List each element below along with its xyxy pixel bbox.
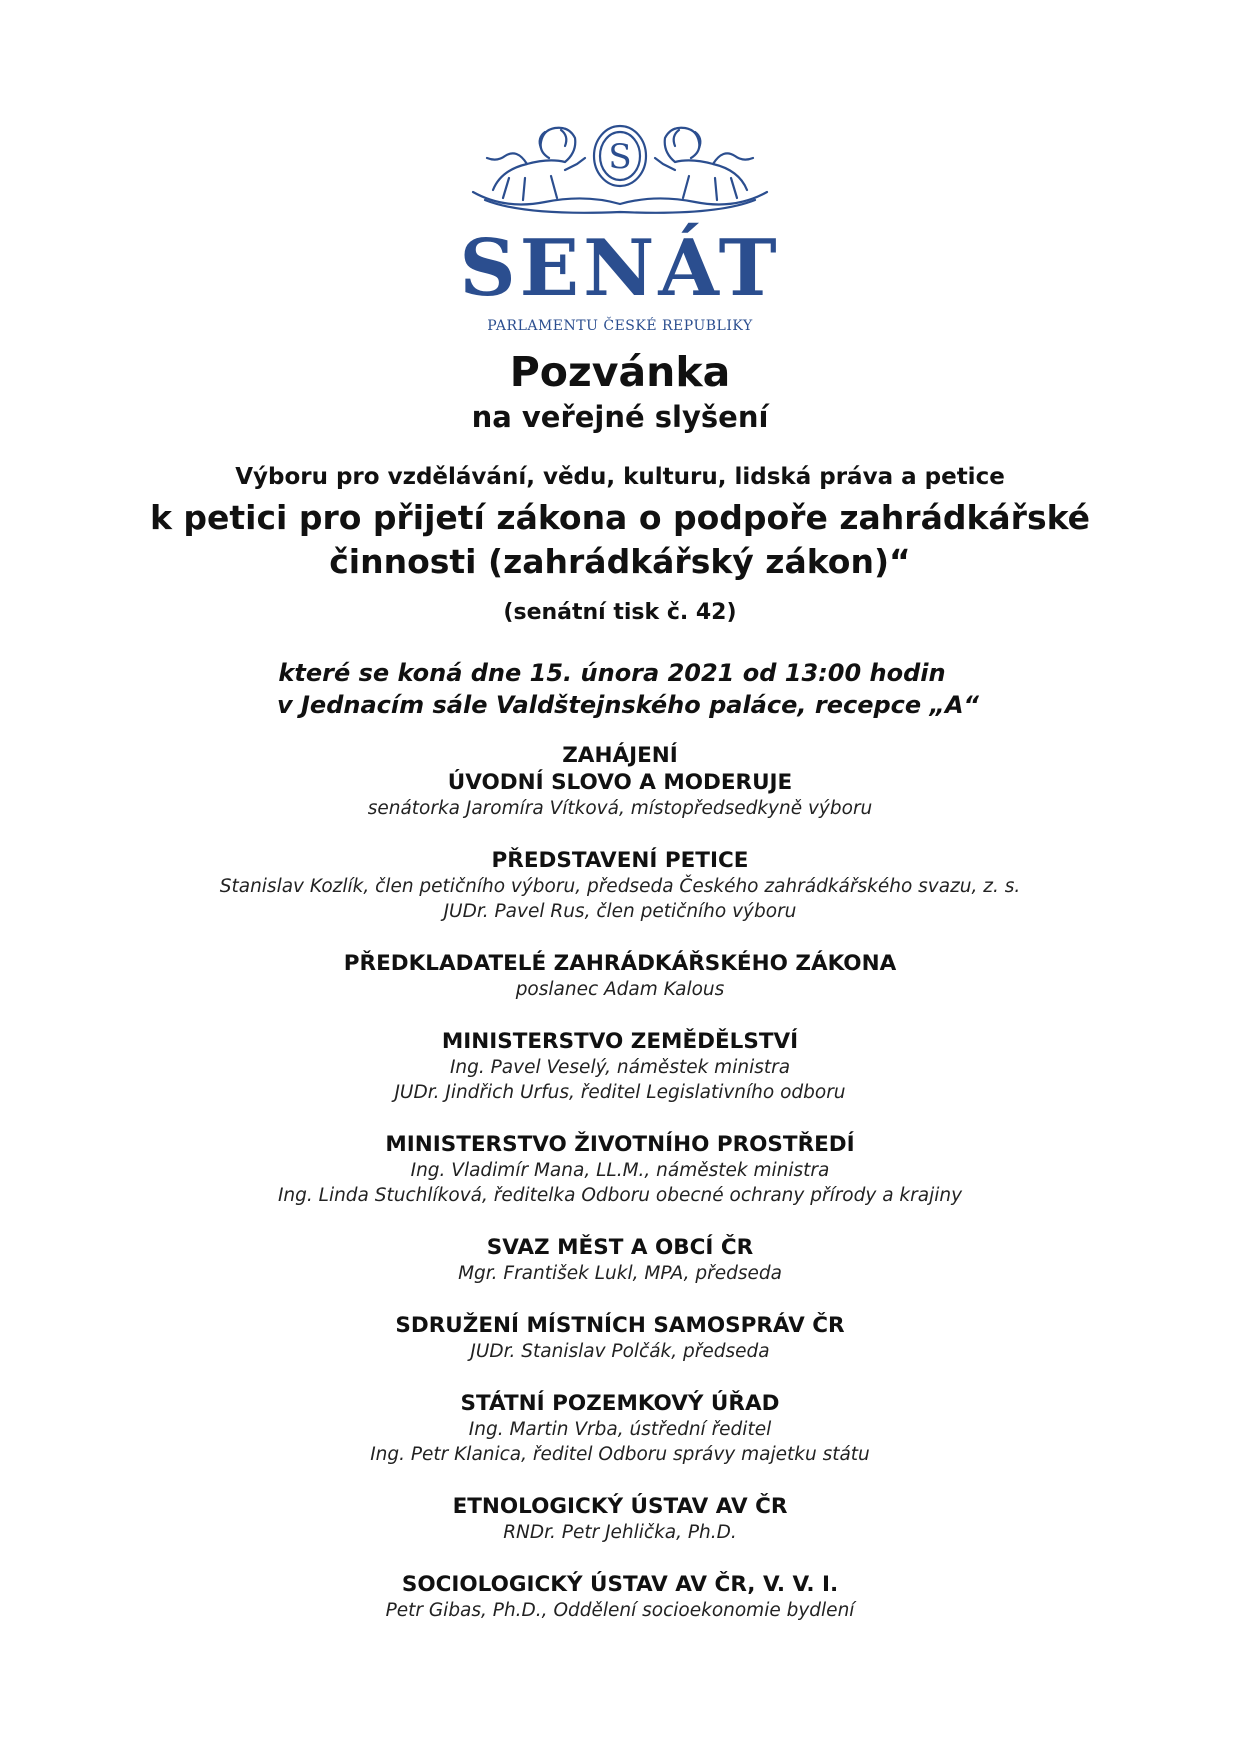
petition-title (0, 496, 1240, 584)
speaker: RNDr. Petr Jehlička, Ph.D. (503, 1522, 737, 1543)
agenda-section (0, 1571, 1240, 1623)
speaker: JUDr. Jindřich Urfus, ředitel Legislativního odboru (394, 1082, 846, 1103)
petition-title-line-2: činnosti (zahrádkářský zákon)“ (329, 542, 911, 581)
senate-wordmark: SENÁT (459, 223, 781, 314)
section-title: ÚVODNÍ SLOVO A MODERUJE (447, 770, 793, 795)
committee-name: Výboru pro vzdělávání, vědu, kulturu, lidská práva a petice (235, 464, 1005, 490)
section-title: ZAHÁJENÍ (562, 743, 678, 768)
section-title: PŘEDKLADATELÉ ZAHRÁDKÁŘSKÉHO ZÁKONA (343, 951, 897, 976)
section-title: MINISTERSTVO ŽIVOTNÍHO PROSTŘEDÍ (385, 1132, 855, 1157)
agenda-section (0, 950, 1240, 1002)
speaker: Stanislav Kozlík, člen petičního výboru, předseda Českého zahrádkářského svazu, z. s. (219, 876, 1021, 897)
speaker: Mgr. František Lukl, MPA, předseda (458, 1263, 782, 1284)
agenda-section (0, 1028, 1240, 1105)
section-title: STÁTNÍ POZEMKOVÝ ÚŘAD (460, 1391, 780, 1416)
speaker: poslanec Adam Kalous (515, 979, 725, 1000)
speaker: Ing. Pavel Veselý, náměstek ministra (449, 1057, 791, 1078)
section-title: ETNOLOGICKÝ ÚSTAV AV ČR (452, 1494, 788, 1519)
section-title: SVAZ MĚST A OBCÍ ČR (486, 1235, 754, 1260)
event-details (0, 657, 1240, 721)
agenda-section (0, 742, 1240, 821)
speaker: Ing. Martin Vrba, ústřední ředitel (468, 1419, 772, 1440)
agenda-section (0, 1312, 1240, 1364)
section-title: MINISTERSTVO ZEMĚDĚLSTVÍ (441, 1029, 799, 1054)
speaker: senátorka Jaromíra Vítková, místopředsedkyně výboru (367, 798, 873, 819)
page-subtitle: na veřejné slyšení (471, 400, 769, 434)
lions-emblem-icon (465, 118, 775, 220)
emblem-letter: S (608, 137, 632, 177)
senate-logo (0, 118, 1240, 334)
agenda-section (0, 1493, 1240, 1545)
agenda-section (0, 1234, 1240, 1286)
speaker: Ing. Petr Klanica, ředitel Odboru správy majetku státu (370, 1444, 870, 1465)
senate-subtitle: PARLAMENTU ČESKÉ REPUBLIKY (487, 318, 753, 334)
speaker: Ing. Linda Stuchlíková, ředitelka Odboru obecné ochrany přírody a krajiny (277, 1185, 963, 1206)
petition-title-line-1: k petici pro přijetí zákona o podpoře zahrádkářské (149, 498, 1091, 537)
speaker: JUDr. Stanislav Polčák, předseda (470, 1341, 770, 1362)
event-date: které se koná dne 15. února 2021 od 13:00 hodin (278, 659, 946, 687)
speaker: Petr Gibas, Ph.D., Oddělení socioekonomie bydlení (385, 1600, 855, 1621)
agenda (0, 742, 1240, 1649)
page-title: Pozvánka (509, 348, 731, 396)
agenda-section (0, 1390, 1240, 1467)
agenda-section (0, 847, 1240, 924)
agenda-section (0, 1131, 1240, 1208)
section-title: PŘEDSTAVENÍ PETICE (491, 848, 749, 873)
section-title: SOCIOLOGICKÝ ÚSTAV AV ČR, V. V. I. (401, 1572, 839, 1597)
speaker: JUDr. Pavel Rus, člen petičního výboru (443, 901, 797, 922)
speaker: Ing. Vladimír Mana, LL.M., náměstek ministra (410, 1160, 830, 1181)
event-place: v Jednacím sále Valdštejnského paláce, recepce „A“ (277, 691, 979, 719)
section-title: SDRUŽENÍ MÍSTNÍCH SAMOSPRÁV ČR (395, 1313, 845, 1338)
senate-print-number: (senátní tisk č. 42) (503, 600, 737, 625)
